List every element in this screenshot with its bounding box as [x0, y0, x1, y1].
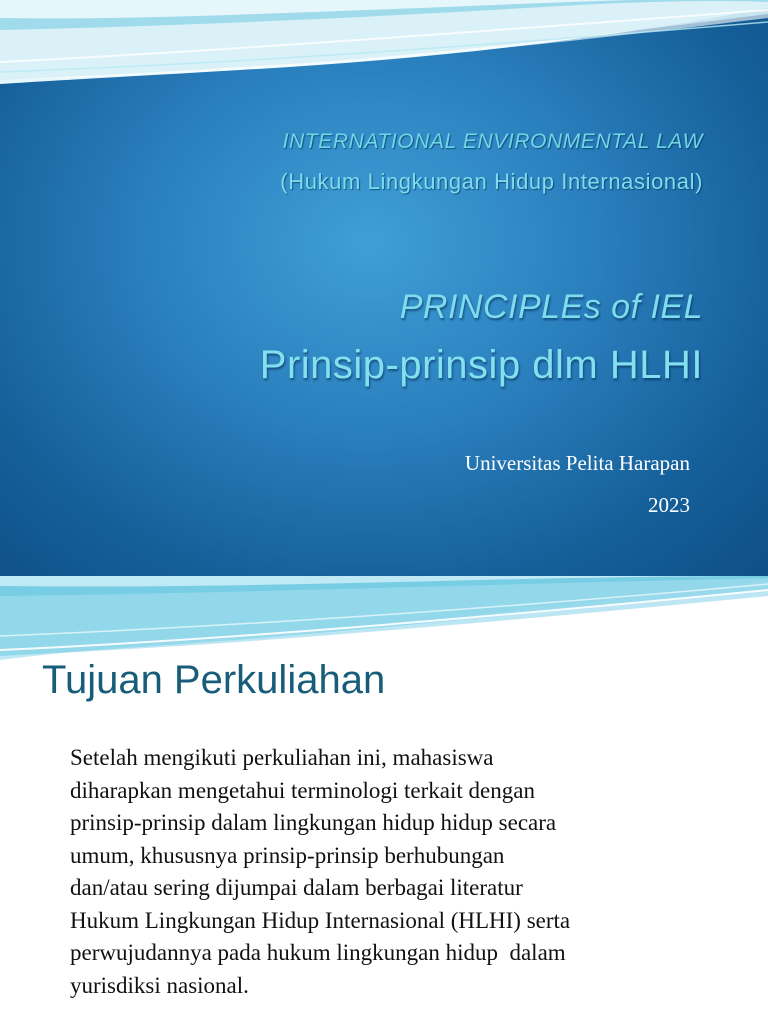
paragraph-line: umum, khususnya prinsip-prinsip berhubungan [70, 842, 505, 868]
year-label: 2023 [648, 493, 690, 517]
paragraph-line: yurisdiksi nasional. [70, 972, 249, 998]
paragraph-line: perwujudannya pada hukum lingkungan hidup dalam [70, 940, 566, 965]
slide-title-line2: (Hukum Lingkungan Hidup Internasional) [280, 169, 703, 194]
paragraph-line: Setelah mengikuti perkuliahan ini, mahasiswa [70, 745, 494, 770]
slide-subtitle-line1: PRINCIPLEs of IEL [399, 288, 703, 326]
paragraph-line: diharapkan mengetahui terminologi terkait dengan [70, 777, 535, 803]
content-slide [0, 576, 768, 1024]
objective-paragraph [70, 742, 740, 1002]
paragraph-line: dan/atau sering dijumpai dalam berbagai literatur [70, 875, 523, 900]
decorative-wave-header [0, 0, 768, 100]
paragraph-line: prinsip-prinsip dalam lingkungan hidup hidup secara [70, 810, 557, 835]
paragraph-line: Hukum Lingkungan Hidup Internasional (HLHI) serta [70, 907, 571, 933]
slide-title-line1: INTERNATIONAL ENVIRONMENTAL LAW [282, 130, 703, 153]
decorative-wave-header [0, 576, 768, 666]
slide-subtitle-line2: Prinsip-prinsip dlm HLHI [259, 343, 703, 387]
institution-name: Universitas Pelita Harapan [464, 451, 690, 475]
section-heading: Tujuan Perkuliahan [42, 658, 386, 702]
